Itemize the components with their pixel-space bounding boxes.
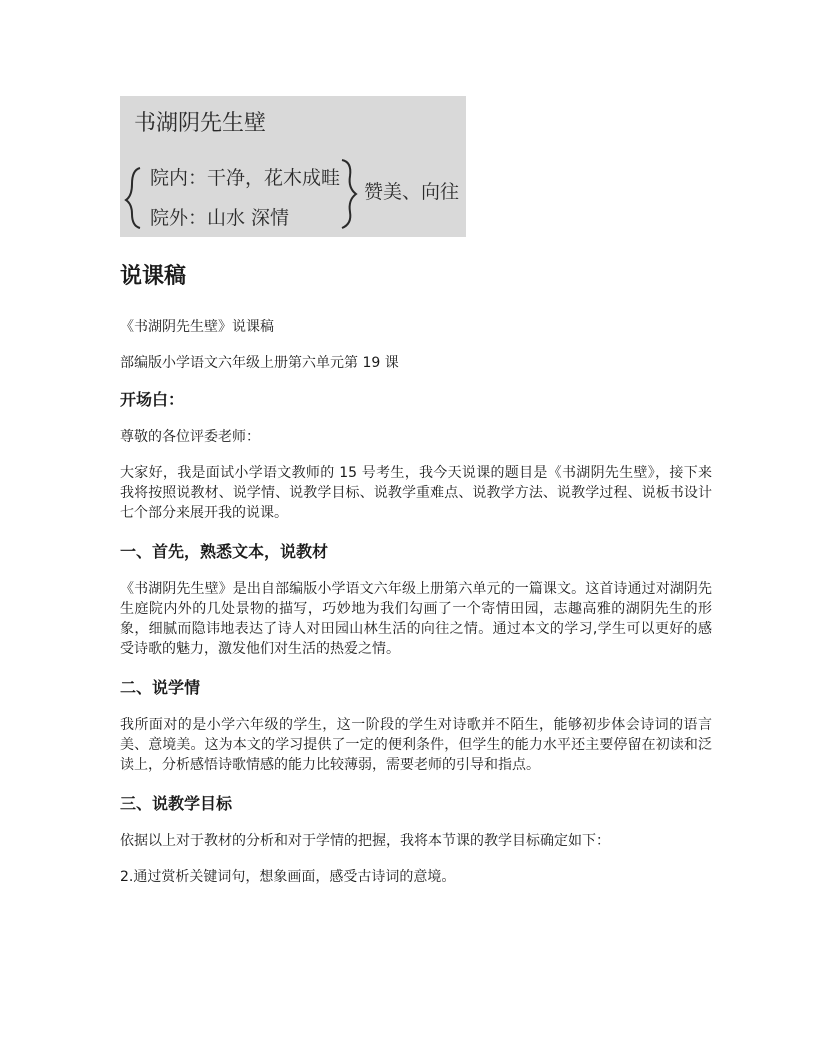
blackboard-photo bbox=[120, 96, 466, 237]
intro-paragraph: 大家好，我是面试小学语文教师的 15 号考生，我今天说课的题目是《书湖阴先生壁》，接下来我将按照说教材、说学情、说教学目标、说教学重难点、说教学方法、说教学过程、说板书设计七个部分来展开我的说课。 bbox=[120, 464, 712, 521]
textbook-paragraph: 《书湖阴先生壁》是出自部编版小学语文六年级上册第六单元的一篇课文。这首诗通过对湖阴先生庭院内外的几处景物的描写，巧妙地为我们勾画了一个寄情田园，志趣高雅的湖阴先生的形象，细腻而隐讳地表达了诗人对田园山林生活的向往之情。通过本文的学习,学生可以更好的感受诗歌的魅力，激发他们对生活的热爱之情。 bbox=[120, 580, 712, 657]
document-page bbox=[120, 96, 712, 903]
section-heading-opening: 开场白： bbox=[120, 389, 185, 409]
figure-result: 赞美、向往 bbox=[364, 181, 460, 203]
figure-inner-line: 院内：干净，花木成畦 bbox=[150, 167, 341, 189]
figure-outer-line: 院外：山水 深情 bbox=[150, 207, 290, 229]
objective-item-2: 2.通过赏析关键词句，想象画面，感受古诗词的意境。 bbox=[120, 868, 456, 885]
objectives-intro-paragraph: 依据以上对于教材的分析和对于学情的把握，我将本节课的教学目标确定如下： bbox=[120, 832, 610, 849]
greeting-paragraph: 尊敬的各位评委老师： bbox=[120, 428, 260, 445]
figure-title: 书湖阴先生壁 bbox=[134, 111, 267, 136]
course-info: 部编版小学语文六年级上册第六单元第 19 课 bbox=[120, 354, 399, 371]
subtitle: 《书湖阴先生壁》说课稿 bbox=[120, 318, 274, 335]
section-heading-students: 二、说学情 bbox=[120, 677, 201, 697]
document-title: 说课稿 bbox=[120, 264, 187, 289]
section-heading-textbook: 一、首先，熟悉文本，说教材 bbox=[120, 541, 329, 561]
section-heading-objectives: 三、说教学目标 bbox=[120, 793, 233, 813]
handwriting-sketch bbox=[120, 96, 466, 237]
students-paragraph: 我所面对的是小学六年级的学生，这一阶段的学生对诗歌并不陌生，能够初步体会诗词的语言美、意境美。这为本文的学习提供了一定的便利条件，但学生的能力水平还主要停留在初读和泛读上，分析感悟诗歌情感的能力比较薄弱，需要老师的引导和指点。 bbox=[120, 716, 712, 773]
